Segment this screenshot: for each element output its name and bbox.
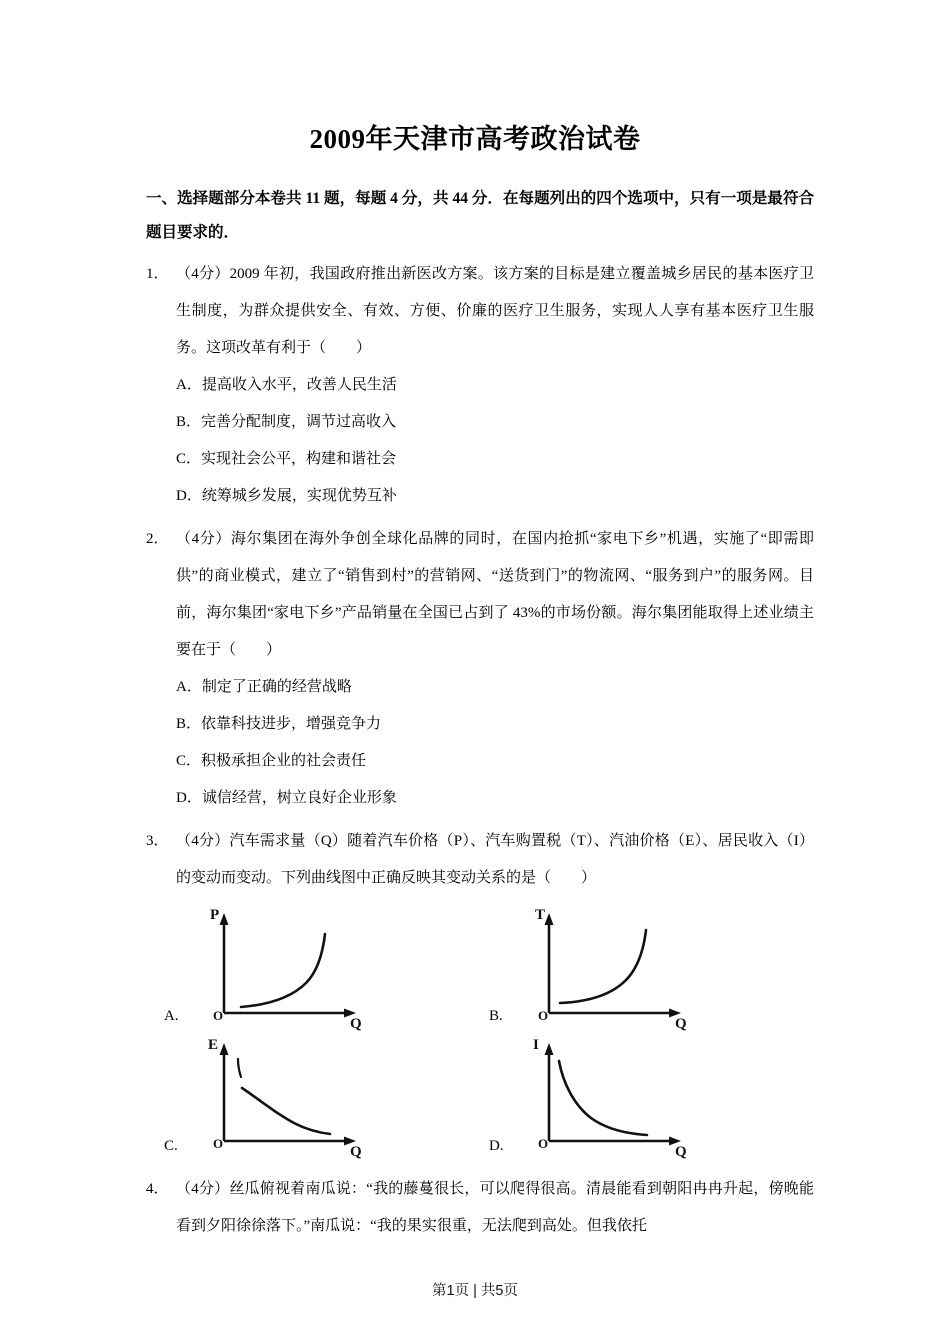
option-c[interactable] <box>176 441 814 478</box>
curve-diagram-row-top <box>164 901 814 1031</box>
curve-y-axis-label-d: I <box>533 1037 539 1053</box>
curve-chart-c <box>194 1031 379 1161</box>
option-letter: C． <box>176 753 202 769</box>
page-footer: 第1页 | 共5页 <box>432 1283 518 1299</box>
curve-x-axis-label-d: Q <box>675 1144 687 1160</box>
question-stem <box>146 823 814 897</box>
curve-x-axis-label-b: Q <box>675 1016 687 1031</box>
question-text: （4分）汽车需求量（Q）随着汽车价格（P）、汽车购置税（T）、汽油价格（E）、居民收入（I）的变动而变动。下列曲线图中正确反映其变动关系的是（ ） <box>176 833 814 886</box>
curve-option-label-b: B. <box>489 1008 503 1024</box>
question-stem <box>146 521 814 669</box>
scan-artifact-mark <box>238 1059 241 1077</box>
option-text: 制定了正确的经营战略 <box>201 679 352 695</box>
question-item <box>146 256 814 515</box>
option-text: 实现社会公平，构建和谐社会 <box>201 451 397 467</box>
option-letter: B． <box>176 716 202 732</box>
option-list <box>146 669 814 817</box>
question-number: 4． <box>146 1181 169 1197</box>
curve-x-axis-label-c: Q <box>350 1144 362 1160</box>
option-b[interactable] <box>176 706 814 743</box>
option-text: 依靠科技进步，增强竞争力 <box>201 716 382 732</box>
option-a[interactable] <box>176 367 814 404</box>
curve-option-label-d: D. <box>489 1138 504 1154</box>
curve-chart-a <box>194 901 379 1031</box>
option-text: 积极承担企业的社会责任 <box>201 753 367 769</box>
curve-chart-b <box>519 901 704 1031</box>
curve-y-axis-label-c: E <box>208 1037 219 1053</box>
page-title: 2009年天津市高考政治试卷 <box>309 124 641 154</box>
option-c[interactable] <box>176 743 814 780</box>
question-text: （4分）海尔集团在海外争创全球化品牌的同时，在国内抢抓“家电下乡”机遇，实施了“即需即供”的商业模式，建立了“销售到村”的营销网、“送货到门”的物流网、“服务到户”的服务网。目前，海尔集团“家电下乡”产品销量在全国已占到了 43%的市场份额。海尔集团能取得上述业绩主要在于（ ） <box>176 531 814 658</box>
curve-origin-label-a: O <box>213 1008 224 1023</box>
curve-diagram-option-a[interactable] <box>164 901 489 1031</box>
question-stem <box>146 256 814 367</box>
section-heading: 一、选择题部分本卷共 11 题，每题 4 分，共 44 分．在每题列出的四个选项中，只有一项是最符合题目要求的． <box>146 190 814 241</box>
option-letter: C． <box>176 451 202 467</box>
curve-x-axis-label-a: Q <box>350 1016 362 1031</box>
curve-chart-d <box>519 1031 704 1161</box>
option-letter: A． <box>176 679 202 695</box>
question-item <box>146 521 814 817</box>
curve-diagram-option-d[interactable] <box>489 1031 814 1161</box>
option-text: 统筹城乡发展，实现优势互补 <box>201 488 397 504</box>
document-body <box>146 182 814 1245</box>
curve-origin-label-b: O <box>538 1008 549 1023</box>
question-number: 3． <box>146 833 169 849</box>
option-letter: A． <box>176 377 202 393</box>
question-item <box>146 1171 814 1245</box>
question-stem <box>146 1171 814 1245</box>
option-list <box>146 367 814 515</box>
option-text: 完善分配制度，调节过高收入 <box>201 414 397 430</box>
question-text: （4分）丝瓜俯视着南瓜说：“我的藤蔓很长，可以爬得很高。清晨能看到朝阳冉冉升起，傍晚能看到夕阳徐徐落下。”南瓜说：“我的果实很重，无法爬到高处。但我依托 <box>176 1181 814 1234</box>
option-text: 诚信经营，树立良好企业形象 <box>201 790 397 806</box>
option-text: 提高收入水平，改善人民生活 <box>201 377 397 393</box>
curve-diagram-option-c[interactable] <box>164 1031 489 1161</box>
question-text: （4分）2009 年初，我国政府推出新医改方案。该方案的目标是建立覆盖城乡居民的基本医疗卫生制度，为群众提供安全、有效、方便、价廉的医疗卫生服务，实现人人享有基本医疗卫生服务。这项改革有利于（ ） <box>176 266 814 356</box>
curve-y-axis-label-b: T <box>535 907 546 923</box>
question-number: 2． <box>146 531 169 547</box>
curve-option-label-a: A. <box>164 1008 179 1024</box>
option-letter: B． <box>176 414 202 430</box>
question-number: 1． <box>146 266 169 282</box>
option-d[interactable] <box>176 780 814 817</box>
option-letter: D． <box>176 488 202 504</box>
option-letter: D． <box>176 790 202 806</box>
option-d[interactable] <box>176 478 814 515</box>
curve-diagram-row-bottom <box>164 1031 814 1161</box>
curve-origin-label-d: O <box>538 1136 549 1151</box>
curve-diagram-grid <box>146 901 814 1161</box>
curve-option-label-c: C. <box>164 1138 178 1154</box>
curve-origin-label-c: O <box>213 1136 224 1151</box>
question-item <box>146 823 814 1161</box>
curve-y-axis-label-a: P <box>210 907 220 923</box>
option-a[interactable] <box>176 669 814 706</box>
curve-diagram-option-b[interactable] <box>489 901 814 1031</box>
option-b[interactable] <box>176 404 814 441</box>
